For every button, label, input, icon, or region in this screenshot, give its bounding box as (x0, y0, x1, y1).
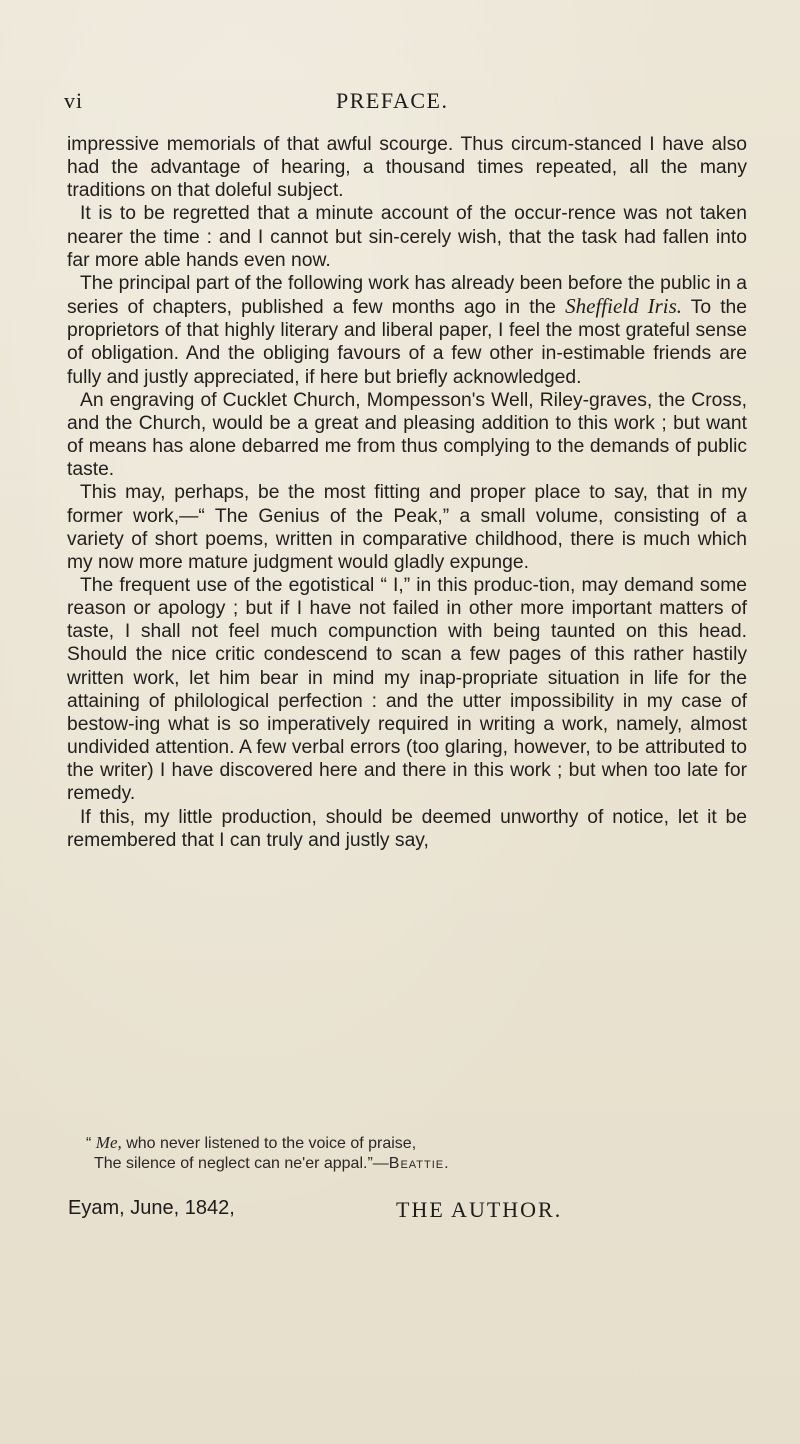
quote-open-mark: “ (86, 1135, 96, 1152)
paragraph-5: This may, perhaps, be the most fitting and proper place to say, that in my former work,—“ The Genius of the Peak,” a small volume, consisting of a variety of short poems, written in comparative childhood, there is much which my now more mature judgment would gladly expunge. (67, 482, 747, 573)
paragraph-6: The frequent use of the egotistical “ I,” in this produc-tion, may demand some reason or apology ; but if I have not failed in other more important matters of taste, I shall not feel much compunction with being taunted on this head. Should the nice critic condescend to scan a few pages of this rather hastily written work, let him bear in mind my inap-propriate situation in life for the attaining of philological perfection : and the utter impossibility in my case of bestow-ing what is so imperatively required in writing a work, namely, almost undivided attention. A few verbal errors (too glaring, however, to be attributed to the writer) I have discovered here and there in this work ; but when too late for remedy. (67, 574, 747, 805)
quote-attribution: Beattie. (388, 1155, 450, 1172)
paragraph-3 (67, 272, 747, 389)
running-head: PREFACE. (336, 88, 449, 113)
closing-quotation (86, 1133, 746, 1174)
page-header (64, 88, 744, 120)
paragraph-2: It is to be regretted that a minute account of the occur-rence was not taken nearer the time : and I cannot but sin-cerely wish, that the task had fallen into far more able hands even now. (67, 203, 747, 271)
page-footer (68, 1197, 748, 1227)
quotation-line-1 (86, 1133, 746, 1154)
newspaper-title: Sheffield Iris. (565, 294, 683, 319)
quote-line-2-text: The silence of neglect can ne'er appal.”— (94, 1155, 389, 1172)
paragraph-3-part-2: To the proprietors of that highly literary and liberal paper, I feel the most grateful sense of obligation. And the obliging favours of a few other in-estimable friends are fully and justly appreciated, if here but briefly acknowledged. (67, 297, 747, 388)
paragraph-4: An engraving of Cucklet Church, Mompesson's Well, Riley-graves, the Cross, and the Church, would be a great and pleasing addition to this work ; but want of means has alone debarred me from thus complying to the demands of public taste. (67, 389, 747, 481)
quote-line-1-text: who never listened to the voice of praise, (121, 1135, 417, 1152)
paragraph-7: If this, my little production, should be deemed unworthy of notice, let it be remembered that I can truly and justly say, (67, 806, 747, 851)
preface-body (67, 133, 747, 852)
quotation-line-2 (86, 1154, 746, 1174)
author-signature: THE AUTHOR. (396, 1197, 563, 1222)
quote-italic-word: Me, (95, 1133, 122, 1152)
paragraph-1: impressive memorials of that awful scourge. Thus circum-stanced I have also had the advantage of hearing, a thousand times repeated, all the many traditions on that doleful subject. (67, 134, 747, 202)
place-and-date: Eyam, June, 1842, (68, 1197, 235, 1219)
page-number: vi (64, 88, 84, 113)
paragraph-3-part-1: The principal part of the following work has already been before the public in a series of chapters, published a few months ago in the (67, 272, 747, 319)
